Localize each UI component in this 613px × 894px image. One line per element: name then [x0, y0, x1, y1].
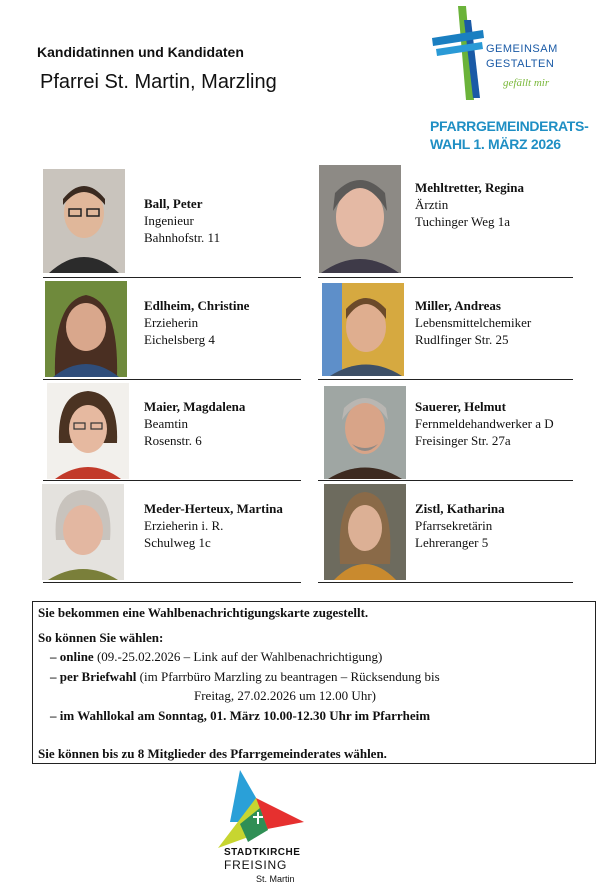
- max-votes-note: Sie können bis zu 8 Mitglieder des Pfarrgemeinderates wählen.: [38, 746, 387, 761]
- notice-text: Sie bekommen eine Wahlbenachrichtigungskarte zugestellt.: [38, 605, 369, 620]
- candidate-job: Ärztin: [415, 197, 449, 212]
- candidate-name: Maier, Magdalena: [144, 399, 246, 414]
- candidate-name: Meder-Herteux, Martina: [144, 501, 283, 516]
- option-briefwahl: – per Briefwahl (im Pfarrbüro Marzling zu beantragen – Rücksendung bis: [50, 669, 440, 684]
- logo-bottom-line3: St. Martin: [256, 874, 295, 884]
- candidate-name: Edlheim, Christine: [144, 298, 250, 313]
- candidate-address: Tuchinger Weg 1a: [415, 214, 510, 229]
- candidate-address: Rudlfinger Str. 25: [415, 332, 509, 347]
- stadtkirche-freising-logo: [212, 768, 352, 890]
- candidate-photo: [324, 386, 406, 479]
- logo-bottom-line1: STADTKIRCHE: [224, 847, 301, 858]
- row-divider: [43, 480, 301, 481]
- person-photo-icon: [45, 281, 127, 377]
- candidate-photo: [319, 165, 401, 273]
- candidate-job: Lebensmittelchemiker: [415, 315, 532, 330]
- option-wahllokal: – im Wahllokal am Sonntag, 01. März 10.00-12.30 Uhr im Pfarrheim: [50, 708, 431, 723]
- document-title: Kandidatinnen und Kandidaten: [37, 44, 244, 60]
- candidate-address: Bahnhofstr. 11: [144, 230, 221, 245]
- row-divider: [43, 277, 301, 278]
- logo-line1: GEMEINSAM: [486, 43, 558, 55]
- candidate-photo: [45, 281, 127, 377]
- candidate-photo: [42, 484, 124, 580]
- candidate-address: Eichelsberg 4: [144, 332, 215, 347]
- gemeinsam-gestalten-logo: [428, 2, 578, 102]
- person-photo-icon: [324, 484, 406, 580]
- row-divider: [43, 582, 301, 583]
- candidate-job: Ingenieur: [144, 213, 194, 228]
- person-photo-icon: [319, 165, 401, 273]
- row-divider: [43, 379, 301, 380]
- option-online: – online (09.-25.02.2026 – Link auf der Wahlbenachrichtigung): [50, 649, 383, 664]
- person-photo-icon: [43, 169, 125, 273]
- logo-bottom-line2: FREISING: [224, 858, 288, 872]
- candidate-name: Zistl, Katharina: [415, 501, 505, 516]
- how-to-vote-title: So können Sie wählen:: [38, 630, 164, 645]
- candidate-job: Fernmeldehandwerker a D: [415, 416, 554, 431]
- candidate-name: Miller, Andreas: [415, 298, 501, 313]
- candidate-address: Freisinger Str. 27a: [415, 433, 511, 448]
- candidate-address: Lehreranger 5: [415, 535, 489, 550]
- election-title-line2: WAHL 1. MÄRZ 2026: [430, 136, 561, 152]
- logo-tagline: gefällt mir: [503, 77, 550, 89]
- person-photo-icon: [47, 383, 129, 479]
- candidate-name: Ball, Peter: [144, 196, 203, 211]
- election-title-line1: PFARRGEMEINDERATS-: [430, 118, 589, 134]
- candidate-name: Sauerer, Helmut: [415, 399, 506, 414]
- candidate-job: Beamtin: [144, 416, 189, 431]
- option-briefwahl-deadline: Freitag, 27.02.2026 um 12.00 Uhr): [194, 688, 376, 703]
- row-divider: [318, 277, 573, 278]
- candidate-name: Mehltretter, Regina: [415, 180, 525, 195]
- candidate-photo: [324, 484, 406, 580]
- candidate-job: Erzieherin: [144, 315, 199, 330]
- candidate-photo: [43, 169, 125, 273]
- parish-name: Pfarrei St. Martin, Marzling: [40, 71, 277, 93]
- row-divider: [318, 480, 573, 481]
- row-divider: [318, 582, 573, 583]
- candidate-address: Schulweg 1c: [144, 535, 211, 550]
- candidate-job: Erzieherin i. R.: [144, 518, 224, 533]
- person-photo-icon: [324, 386, 406, 479]
- candidate-photo: [47, 383, 129, 479]
- candidate-photo: [322, 283, 404, 376]
- row-divider: [318, 379, 573, 380]
- candidate-job: Pfarrsekretärin: [415, 518, 493, 533]
- logo-line2: GESTALTEN: [486, 58, 555, 70]
- voting-info-box: [32, 601, 596, 764]
- person-photo-icon: [322, 283, 404, 376]
- candidate-address: Rosenstr. 6: [144, 433, 202, 448]
- person-photo-icon: [42, 484, 124, 580]
- stadtkirche-mark-icon: [212, 768, 352, 848]
